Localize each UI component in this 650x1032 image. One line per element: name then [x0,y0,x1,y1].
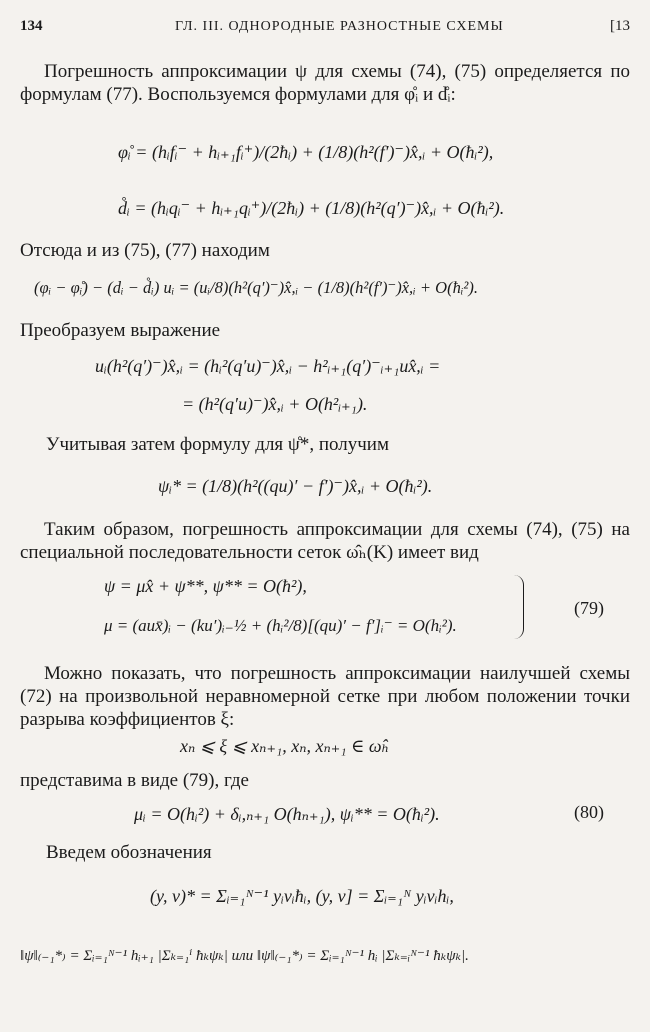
page-number: 134 [20,18,43,34]
equation-inner-products: (y, v)* = Σᵢ₌₁ᴺ⁻¹ yᵢvᵢħᵢ, (y, v] = Σᵢ₌₁ᴺ yᵢvᵢhᵢ, [150,886,454,906]
paragraph-transform: Преобразуем выражение [20,320,221,341]
page-header [20,18,630,42]
paragraph-intro: Погрешность аппроксимации ψ для схемы (74), (75) определяется по формулам (77). Воспользуемся формулами для φ̊ᵢ и d̊ᵢ: [20,61,630,105]
section-number: [13 [610,18,630,34]
equation-d: d̊ᵢ = (hᵢqᵢ⁻ + hᵢ₊₁qᵢ⁺)/(2ħᵢ) + (1/8)(h²(q′)⁻)x̂,ᵢ + O(ħᵢ²). [118,198,505,218]
equation-difference: (φᵢ − φ̊ᵢ) − (dᵢ − d̊ᵢ) uᵢ = (uᵢ/8)(h²(q′)⁻)x̂,ᵢ − (1/8)(h²(f′)⁻)x̂,ᵢ + O(ħᵢ²). [34,278,479,297]
equation-psi: ψ = μx̂ + ψ**, ψ** = O(ħ²), [104,576,307,596]
running-title: ГЛ. III. ОДНОРОДНЫЕ РАЗНОСТНЫЕ СХЕМЫ [175,19,504,34]
equation-transform-1: uᵢ(h²(q′)⁻)x̂,ᵢ = (hᵢ²(q′u)⁻)x̂,ᵢ − h²ᵢ₊₁(q′)⁻ᵢ₊₁ux̂,ᵢ = [95,356,441,376]
system-brace [513,575,524,639]
paragraph-considering: Учитывая затем формулу для ψ̊*, получим [46,434,389,455]
paragraph-notation: Введем обозначения [46,842,212,863]
paragraph-can-show: Можно показать, что погрешность аппроксимации наилучшей схемы (72) на произвольной неравномерной сетке при любом положении точки разрыва коэффициентов ξ: [20,663,630,730]
equation-phi: φ̊ᵢ = (hᵢfᵢ⁻ + hᵢ₊₁fᵢ⁺)/(2ħᵢ) + (1/8)(h²(f′)⁻)x̂,ᵢ + O(ħᵢ²), [118,142,494,162]
equation-mu-i: μᵢ = O(hᵢ²) + δᵢ,ₙ₊₁ O(hₙ₊₁), ψᵢ** = O(ħᵢ²). [134,804,440,824]
paragraph-hence: Отсюда и из (75), (77) находим [20,240,270,261]
equation-xi-position: xₙ ⩽ ξ ⩽ xₙ₊₁, xₙ, xₙ₊₁ ∈ ω̂ₕ [180,736,390,756]
paragraph-representable: представима в виде (79), где [20,770,249,791]
equation-psi-star: ψᵢ* = (1/8)(h²((qu)′ − f′)⁻)x̂,ᵢ + O(ħᵢ²). [158,476,433,496]
equation-number-79: (79) [574,598,604,618]
equation-norms: ‖ψ‖₍₋₁*₎ = Σᵢ₌₁ᴺ⁻¹ hᵢ₊₁ |Σₖ₌₁ⁱ ħₖψₖ| или ‖ψ‖₍₋₁*₎ = Σᵢ₌₁ᴺ⁻¹ hᵢ |Σₖ₌ᵢᴺ⁻¹ ħₖψₖ|. [20,948,469,964]
paragraph-thus: Таким образом, погрешность аппроксимации для схемы (74), (75) на специальной последовательности сеток ω̂ₕ(K) имеет вид [20,519,630,563]
equation-number-80: (80) [574,802,604,822]
equation-transform-2: = (h²(q′u)⁻)x̂,ᵢ + O(h²ᵢ₊₁). [182,394,368,414]
equation-mu: μ = (aux̄)ᵢ − (ku′)ᵢ₋½ + (hᵢ²/8)[(qu)′ − f′]ᵢ⁻ = O(hᵢ²). [104,616,457,635]
